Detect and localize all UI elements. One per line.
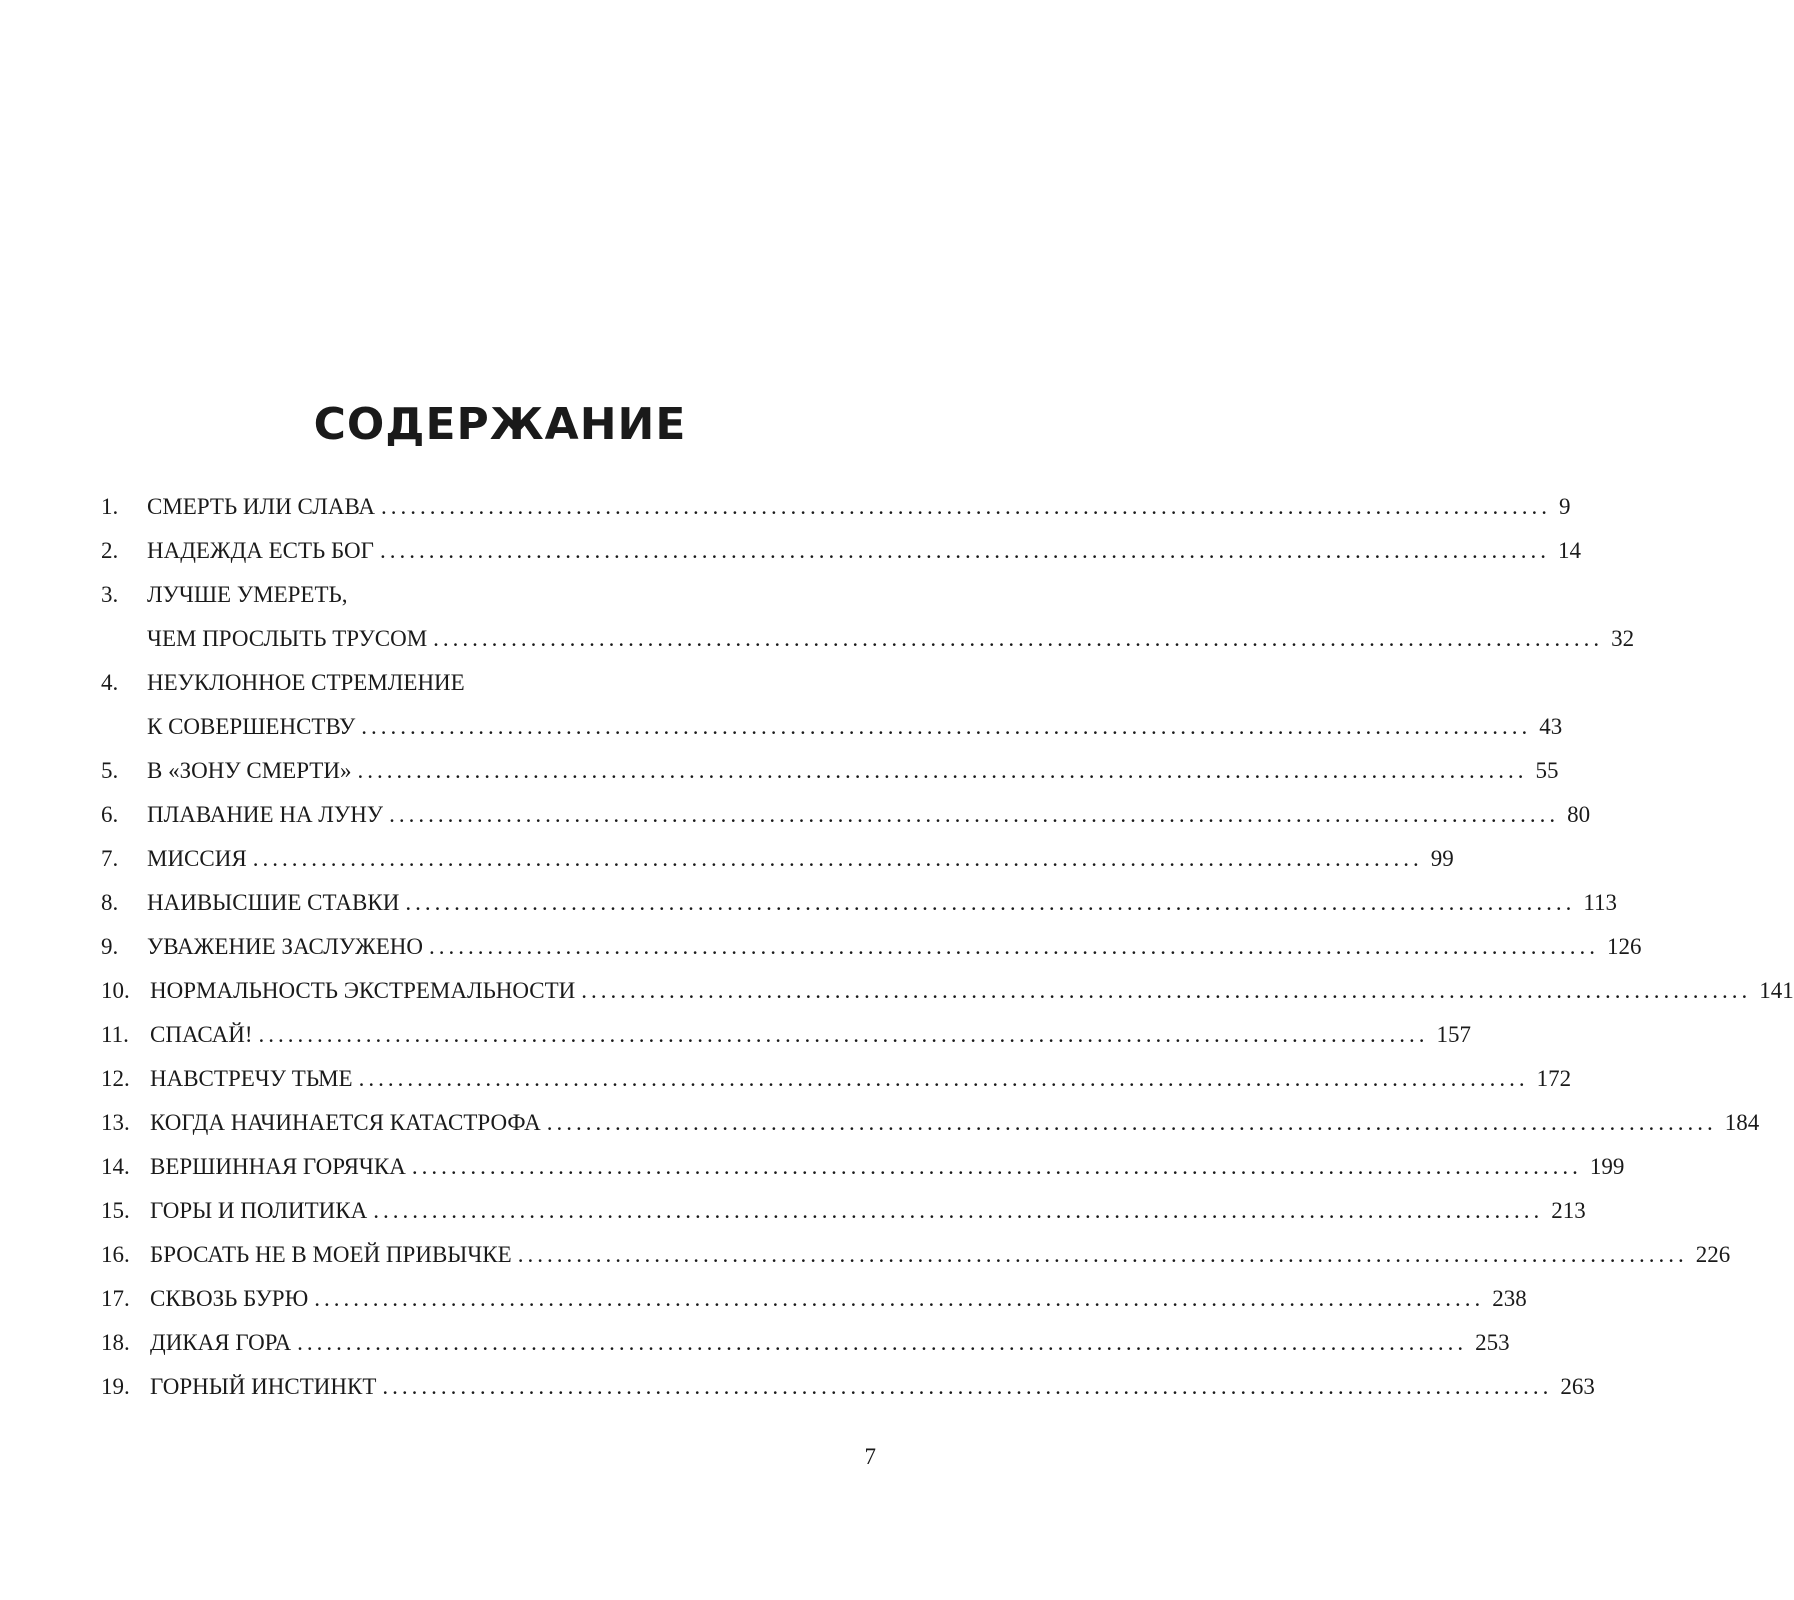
toc-entry-title: ЛУЧШЕ УМЕРЕТЬ, (147, 582, 348, 607)
dot-leader: ........................................................................................................................ (379, 538, 1550, 563)
toc-entry-number: 5. (101, 758, 119, 783)
toc-entry-page: 226 (1695, 1242, 1731, 1267)
table-of-contents (101, 492, 1794, 1416)
toc-entry-title: ВЕРШИННАЯ ГОРЯЧКА (150, 1154, 406, 1179)
toc-entry (101, 1240, 1731, 1284)
toc-entry-title: НОРМАЛЬНОСТЬ ЭКСТРЕМАЛЬНОСТИ (150, 978, 576, 1003)
toc-entry (101, 668, 1563, 756)
toc-entry-page: 141 (1759, 978, 1794, 1003)
toc-entry-page: 32 (1611, 626, 1635, 651)
toc-entry-title: НАДЕЖДА ЕСТЬ БОГ (147, 538, 374, 563)
dot-leader: ........................................................................................................................ (405, 890, 1576, 915)
dot-leader: ........................................................................................................................ (258, 1022, 1429, 1047)
toc-entry-title: НЕУКЛОННОЕ СТРЕМЛЕНИЕ (147, 670, 465, 695)
toc-entry-title: СМЕРТЬ ИЛИ СЛАВА (147, 494, 375, 519)
toc-entry (101, 492, 1571, 536)
dot-leader: ........................................................................................................................ (373, 1198, 1544, 1223)
dot-leader: ........................................................................................................................ (389, 802, 1560, 827)
toc-entry-number: 17. (101, 1286, 130, 1311)
toc-entry-number: 1. (101, 494, 119, 519)
toc-entry (101, 976, 1794, 1020)
toc-entry-number: 12. (101, 1066, 130, 1091)
toc-entry-title: ГОРНЫЙ ИНСТИНКТ (150, 1374, 377, 1399)
toc-entry-page: 238 (1492, 1286, 1527, 1311)
toc-entry-number: 14. (101, 1154, 130, 1179)
toc-entry-title: ЧЕМ ПРОСЛЫТЬ ТРУСОМ (147, 626, 428, 651)
dot-leader: ........................................................................................................................ (314, 1286, 1485, 1311)
dot-leader: ........................................................................................................................ (357, 758, 1528, 783)
toc-entry-number: 2. (101, 538, 119, 563)
toc-entry-number: 18. (101, 1330, 130, 1355)
dot-leader: ........................................................................................................................ (581, 978, 1752, 1003)
toc-entry-page: 213 (1551, 1198, 1586, 1223)
toc-entry (101, 1196, 1586, 1240)
toc-entry-title: НАВСТРЕЧУ ТЬМЕ (150, 1066, 353, 1091)
toc-entry-title: КОГДА НАЧИНАЕТСЯ КАТАСТРОФА (150, 1110, 541, 1135)
toc-entry-page: 157 (1436, 1022, 1471, 1047)
toc-entry-number: 10. (101, 978, 130, 1003)
dot-leader: ........................................................................................................................ (517, 1242, 1688, 1267)
dot-leader: ........................................................................................................................ (411, 1154, 1582, 1179)
toc-entry (101, 888, 1617, 932)
toc-entry-title: НАИВЫСШИЕ СТАВКИ (147, 890, 400, 915)
toc-entry (101, 1108, 1760, 1152)
dot-leader: ........................................................................................................................ (546, 1110, 1717, 1135)
toc-entry (101, 800, 1591, 844)
toc-entry-title: МИССИЯ (147, 846, 247, 871)
toc-entry (101, 756, 1559, 800)
toc-entry-title: ГОРЫ И ПОЛИТИКА (150, 1198, 368, 1223)
toc-entry (101, 1064, 1572, 1108)
toc-entry-title: ПЛАВАНИЕ НА ЛУНУ (147, 802, 384, 827)
toc-entry (101, 1284, 1527, 1328)
toc-entry (101, 1372, 1595, 1416)
toc-entry-page: 80 (1567, 802, 1591, 827)
toc-entry-number: 8. (101, 890, 119, 915)
toc-entry-number: 9. (101, 934, 119, 959)
toc-entry-title: БРОСАТЬ НЕ В МОЕЙ ПРИВЫЧКЕ (150, 1242, 512, 1267)
dot-leader: ........................................................................................................................ (382, 1374, 1553, 1399)
toc-entry-page: 199 (1589, 1154, 1625, 1179)
toc-entry-number: 13. (101, 1110, 130, 1135)
toc-entry-number: 16. (101, 1242, 130, 1267)
dot-leader: ........................................................................................................................ (358, 1066, 1529, 1091)
toc-entry-number: 7. (101, 846, 119, 871)
toc-entry-page: 253 (1475, 1330, 1510, 1355)
toc-entry (101, 1020, 1471, 1064)
toc-entry-page: 14 (1557, 538, 1581, 563)
toc-entry-title: ДИКАЯ ГОРА (150, 1330, 292, 1355)
toc-entry-page: 99 (1430, 846, 1454, 871)
dot-leader: ........................................................................................................................ (380, 494, 1551, 519)
dot-leader: ........................................................................................................................ (297, 1330, 1468, 1355)
toc-entry-number: 4. (101, 670, 119, 695)
folio-page-number: 7 (864, 1444, 876, 1469)
toc-entry-number: 11. (101, 1022, 129, 1047)
toc-entry-title: В «ЗОНУ СМЕРТИ» (147, 758, 352, 783)
dot-leader: ........................................................................................................................ (428, 934, 1599, 959)
toc-entry-page: 43 (1539, 714, 1563, 739)
toc-entry (101, 580, 1635, 668)
page-title: СОДЕРЖАНИЕ (313, 399, 687, 450)
toc-entry (101, 1328, 1510, 1372)
toc-entry-page: 113 (1583, 890, 1617, 915)
toc-entry-page: 184 (1724, 1110, 1760, 1135)
toc-entry-title: К СОВЕРШЕНСТВУ (147, 714, 356, 739)
toc-entry (101, 932, 1642, 976)
toc-entry-page: 263 (1560, 1374, 1595, 1399)
toc-entry-number: 6. (101, 802, 119, 827)
dot-leader: ........................................................................................................................ (252, 846, 1423, 871)
dot-leader: ........................................................................................................................ (361, 714, 1532, 739)
toc-entry-page: 55 (1535, 758, 1559, 783)
toc-entry-title: УВАЖЕНИЕ ЗАСЛУЖЕНО (147, 934, 423, 959)
toc-entry-number: 15. (101, 1198, 130, 1223)
toc-entry-title: СПАСАЙ! (150, 1022, 253, 1047)
toc-entry-title: СКВОЗЬ БУРЮ (150, 1286, 309, 1311)
toc-entry-page: 126 (1606, 934, 1642, 959)
dot-leader: ........................................................................................................................ (433, 626, 1604, 651)
toc-entry-number: 3. (101, 582, 119, 607)
toc-entry-page: 9 (1558, 494, 1571, 519)
toc-entry-page: 172 (1536, 1066, 1572, 1091)
toc-entry (101, 844, 1454, 888)
toc-entry (101, 536, 1581, 580)
toc-entry-number: 19. (101, 1374, 130, 1399)
toc-entry (101, 1152, 1625, 1196)
